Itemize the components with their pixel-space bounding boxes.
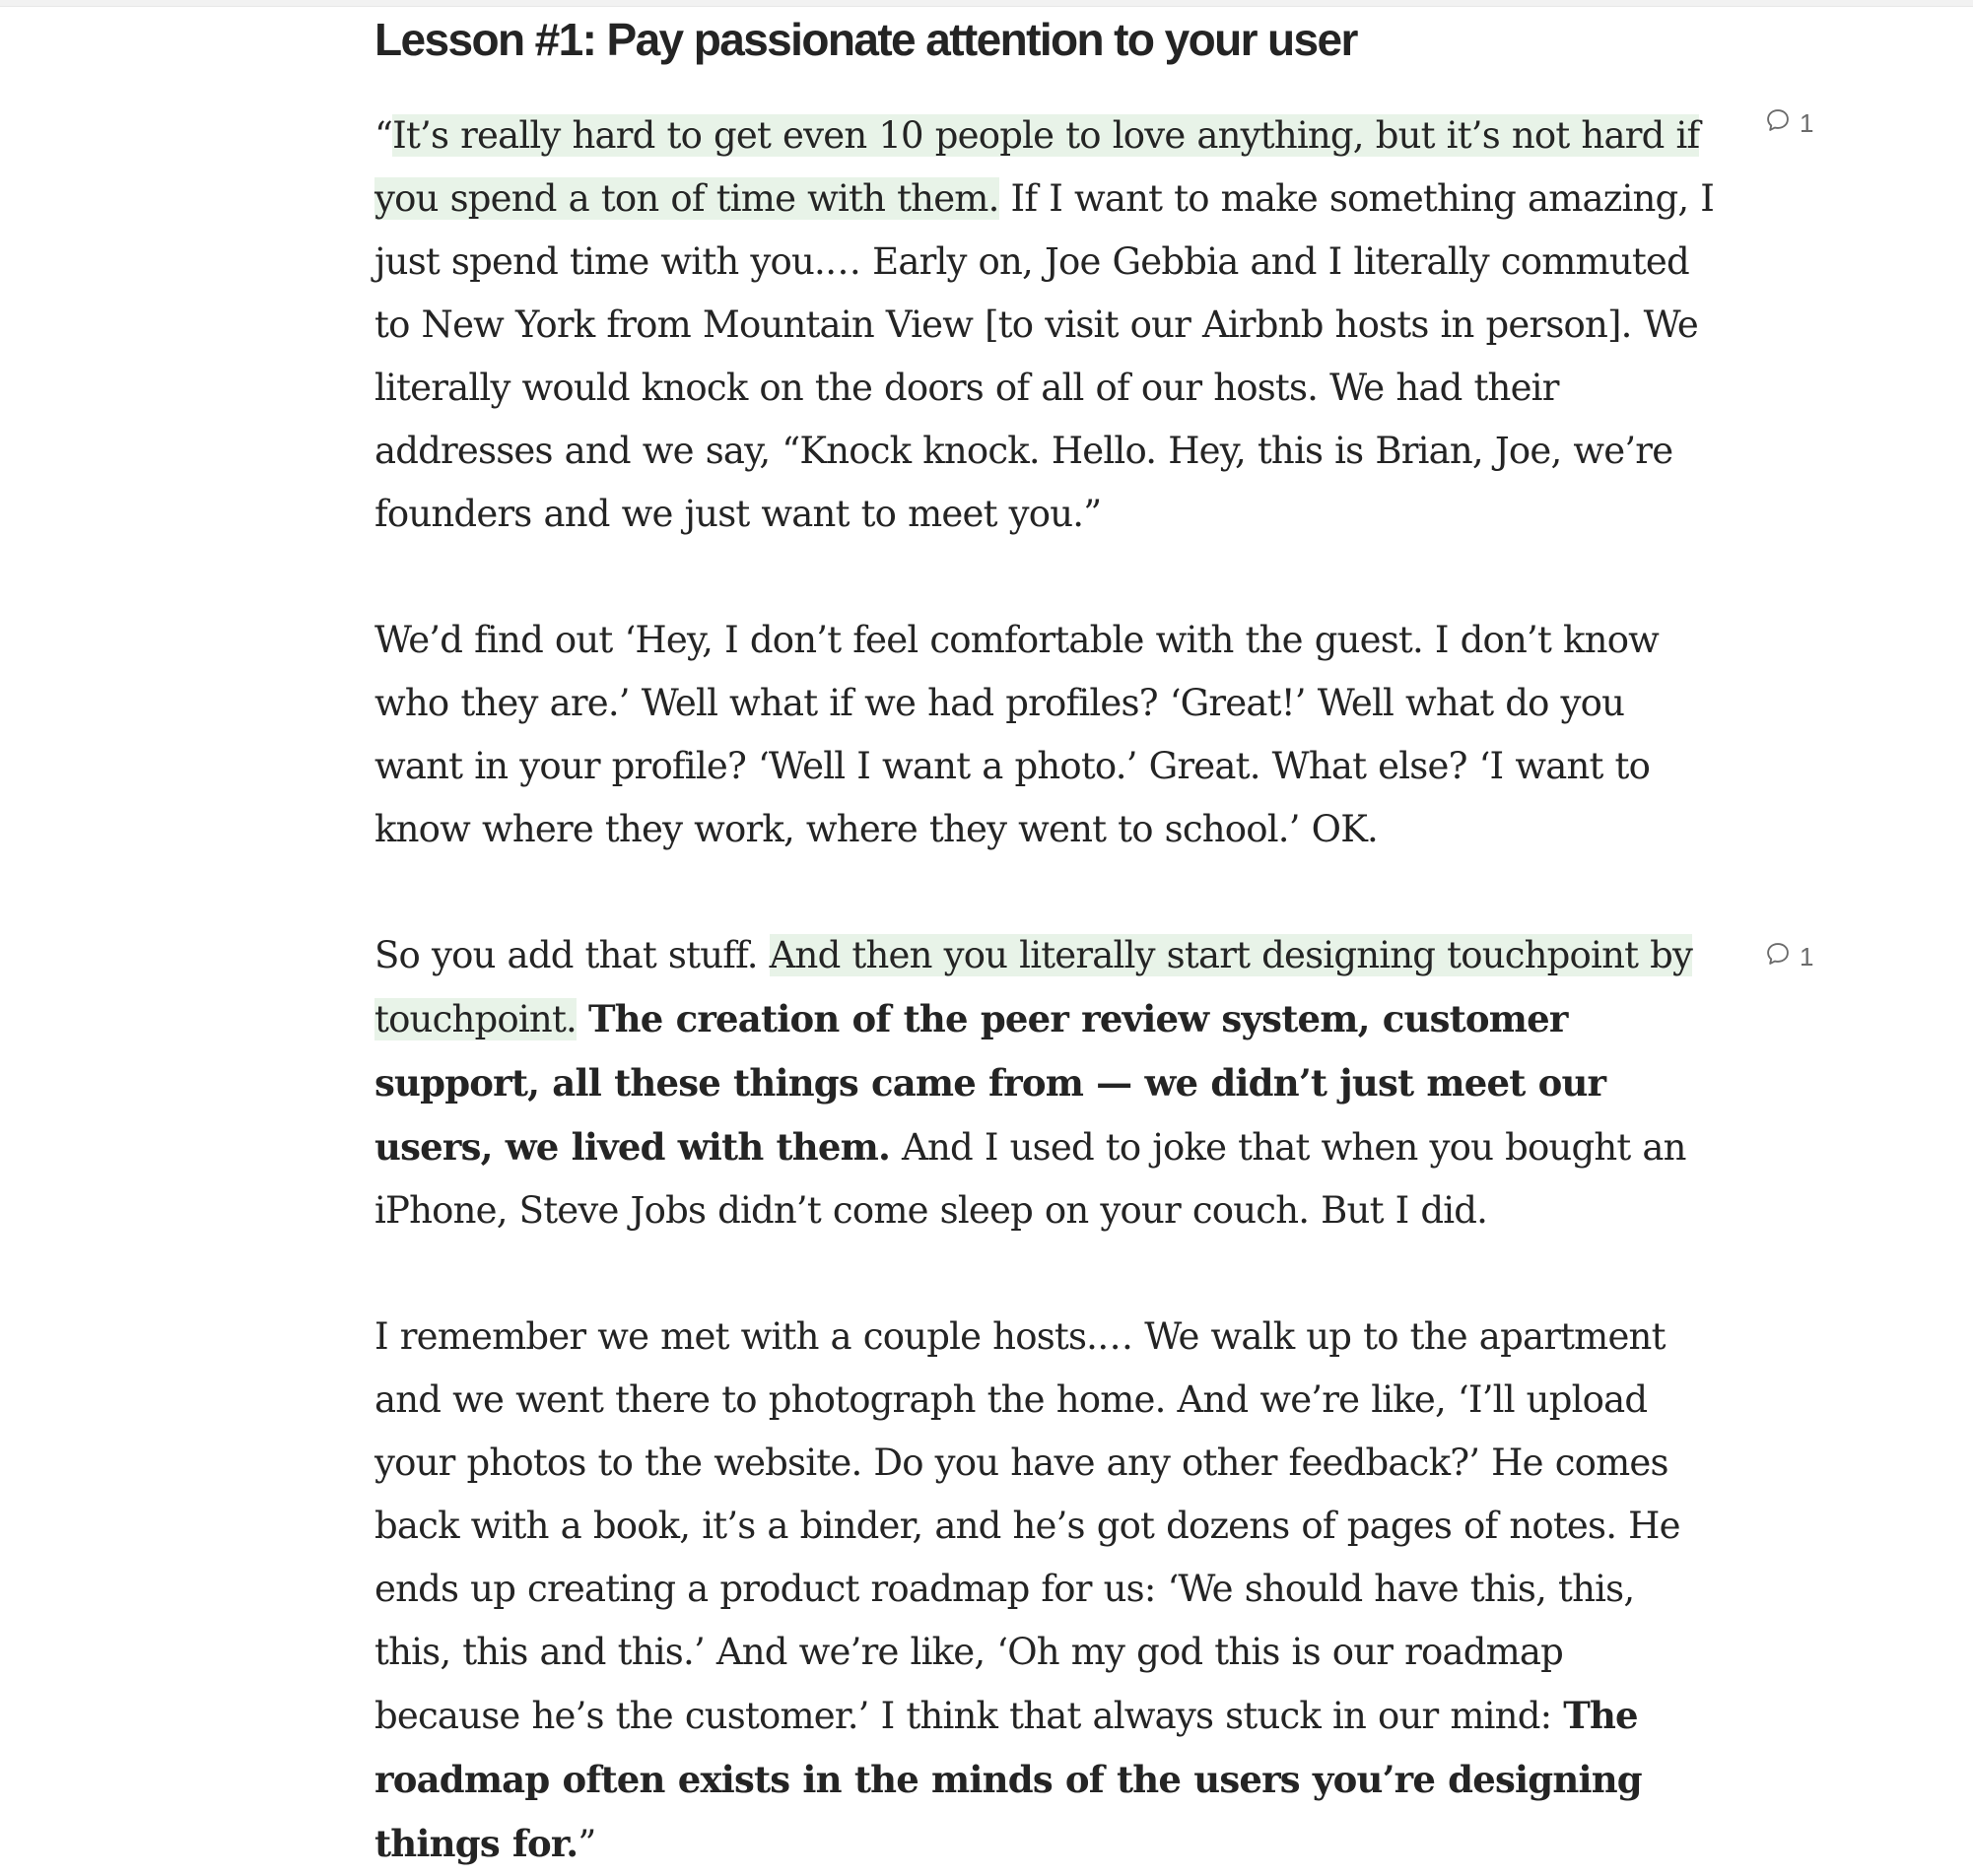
comment-bubble-icon [1764, 106, 1792, 141]
paragraph-3 [374, 924, 1715, 1242]
highlighted-text[interactable]: And then you literally start designing touchpoint by touchpoint. [374, 934, 1693, 1040]
text-segment: I remember we met with a couple hosts.… We walk up to the apartment and we went there to photograph the home. And we’re like, ‘I’ll upload your photos to the website. Do you have any other feedback?’ He comes back with a book, it’s a binder, and he’s got dozens of pages of notes. He ends up creating a product roadmap for us: ‘We should have this, this, this, this and this.’ And we’re like, ‘Oh my god this is our roadmap because he’s the customer.’ I think that always stuck in our mind: [374, 1315, 1680, 1737]
text-segment: If I want to make something amazing, I just spend time with you.… Early on, Joe Gebbia and I literally commuted to New York from Mountain View [to visit our Airbnb hosts in person]. We literally would knock on the doors of all of our hosts. We had their addresses and we say, “Knock knock. Hello. Hey, this is Brian, Joe, we’re founders and we just want to meet you.” [374, 177, 1715, 535]
text-segment: We’d find out ‘Hey, I don’t feel comfortable with the guest. I don’t know who they are.’ Well what if we had profiles? ‘Great!’ Well what do you want in your profile? ‘Well I want a photo.’ Great. What else? ‘I want to know where they work, where they went to school.’ OK. [374, 619, 1660, 850]
text-segment: And I used to joke that when you bought an iPhone, Steve Jobs didn’t come sleep on your couch. But I did. [374, 1126, 1686, 1232]
text-segment: ” [578, 1823, 596, 1865]
article-body [374, 0, 1715, 1876]
comment-bubble-icon [1764, 940, 1792, 974]
text-segment: “ [374, 114, 393, 157]
text-segment [577, 998, 588, 1040]
response-count-1[interactable] [1764, 106, 1813, 141]
section-heading: Lesson #1: Pay passionate attention to your user [374, 14, 1357, 65]
paragraph-4 [374, 1306, 1715, 1876]
highlighted-text[interactable]: It’s really hard to get even 10 people to love anything, but it’s not hard if you spend a ton of time with them. [374, 114, 1700, 220]
response-count: 1 [1800, 108, 1814, 138]
bold-text: The roadmap often exists in the minds of the users you’re designing things for. [374, 1694, 1642, 1865]
response-count-2[interactable] [1764, 940, 1813, 974]
paragraph-1 [374, 104, 1715, 546]
bold-text: The creation of the peer review system, customer support, all these things came from — we didn’t just meet our users, we lived with them. [374, 997, 1606, 1169]
paragraph-2 [374, 609, 1715, 861]
text-segment: So you add that stuff. [374, 934, 770, 976]
response-count: 1 [1800, 942, 1814, 972]
